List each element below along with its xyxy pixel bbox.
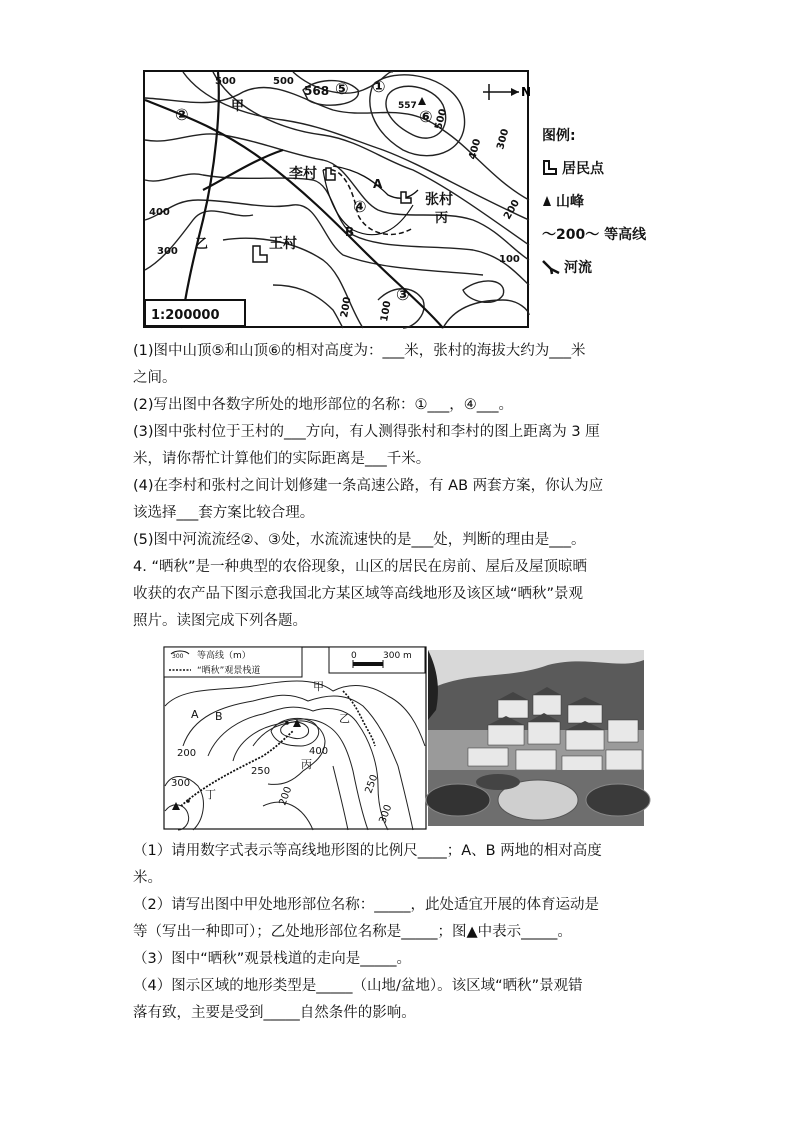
contour-label: 400: [309, 746, 329, 757]
question-line: 照片。读图完成下列各题。: [133, 613, 307, 629]
point-A-label: A: [373, 177, 383, 191]
contour-label: 557: [398, 101, 417, 111]
legend-peak-label: 山峰: [556, 193, 584, 210]
contour-label: 200: [177, 748, 197, 759]
question-line: （3）图中“晒秋”观景栈道的走向是_____。: [133, 951, 411, 967]
scale-zero: 0: [351, 651, 357, 661]
legend-settlement: [542, 151, 646, 184]
contour-label: 250: [363, 773, 381, 796]
legend-title: 图例:: [542, 127, 576, 144]
point-yi-label: 乙: [339, 712, 350, 725]
question-line: 落有致，主要是受到_____自然条件的影响。: [133, 1005, 416, 1021]
contour-label: 200: [502, 197, 523, 222]
contour-label: 400: [467, 137, 484, 161]
marker-4: ④: [353, 197, 367, 216]
point-B-label: B: [345, 225, 355, 239]
point-ding-label: 丁: [205, 788, 216, 801]
contour-label: 200: [277, 785, 295, 808]
legend-contour-label: 等高线（m）: [197, 651, 251, 661]
scale-unit: 300 m: [383, 651, 412, 661]
point-bing-label: 丙: [301, 758, 312, 771]
marker-5: ⑤: [335, 79, 349, 98]
contour-label: 500: [215, 76, 236, 87]
map1-scale: 1:200000: [151, 308, 220, 323]
question-block-4: [133, 838, 673, 1027]
scale-bar: [353, 662, 383, 666]
legend-contour-sample: 300: [172, 653, 184, 660]
point-bing-label: 丙: [435, 211, 449, 226]
map1-legend: [542, 118, 646, 283]
question-line: (4)在李村和张村之间计划修建一条高速公路，有 AB 两套方案，你认为应: [133, 478, 604, 494]
question-line: (2)写出图中各数字所处的地形部位的名称：①___，④___。: [133, 397, 514, 413]
point-yi-label: 乙: [195, 237, 209, 252]
settlement-icon: [542, 160, 558, 176]
river-icon: [542, 259, 560, 275]
legend-river: [542, 250, 646, 283]
contour-label: 200: [339, 296, 354, 319]
place-li-cun: 李村: [289, 166, 317, 182]
question-line: 收获的农产品下图示意我国北方某区域等高线地形及该区域“晒秋”景观: [133, 586, 584, 602]
contour-label: 300: [495, 127, 512, 151]
point-jia-label: 甲: [313, 680, 324, 693]
contour-label: 400: [149, 207, 170, 218]
contour-map-1: [143, 70, 532, 328]
question-line: (5)图中河流流经②、③处，水流流速快的是___处，判断的理由是___。: [133, 532, 586, 548]
question-line: （4）图示区域的地形类型是_____（山地/盆地）。该区域“晒秋”景观错: [133, 978, 583, 994]
marker-3: ③: [396, 285, 410, 304]
north-label: N: [521, 85, 532, 99]
question-line: 4. “晒秋”是一种典型的农俗现象，山区的居民在房前、屋后及屋顶晾晒: [133, 559, 587, 575]
contour-label: 300: [171, 778, 191, 789]
marker-6: ⑥: [419, 107, 433, 126]
question-line: 米。: [133, 870, 162, 886]
legend-settlement-label: 居民点: [562, 160, 604, 177]
contour-label: 500: [433, 107, 450, 131]
peak-icon: [542, 195, 552, 207]
legend-peak: [542, 184, 646, 217]
question-line: （1）请用数字式表示等高线地形图的比例尺____；A、B 两地的相对高度: [133, 843, 602, 859]
shaiqiu-photo: [428, 650, 644, 826]
question-line: (1)图中山顶⑤和山顶⑥的相对高度为：___米，张村的海拔大约为___米: [133, 343, 586, 359]
point-B-label: B: [215, 710, 223, 723]
place-wang-cun: 王村: [269, 236, 297, 252]
question-block-3: [133, 338, 673, 635]
contour-label: 300: [377, 803, 395, 826]
question-line: 之间。: [133, 370, 177, 386]
question-line: （2）请写出图中甲处地形部位名称：_____，此处适宜开展的体育运动是: [133, 897, 599, 913]
contour-label: 568: [304, 84, 330, 98]
marker-2: ②: [175, 105, 189, 124]
question-line: 该选择___套方案比较合理。: [133, 505, 315, 521]
question-line: 等（写出一种即可）；乙处地形部位名称是_____；图▲中表示_____。: [133, 924, 572, 940]
contour-label: 250: [251, 766, 271, 777]
legend-contour: [542, 217, 646, 250]
point-jia-label: 甲: [231, 99, 245, 114]
legend-river-label: 河流: [564, 259, 592, 276]
question-line: (3)图中张村位于王村的___方向，有人测得张村和李村的图上距离为 3 厘: [133, 424, 600, 440]
contour-label: 300: [157, 246, 178, 257]
legend-contour-label: ～200～ 等高线: [542, 226, 647, 243]
contour-label: 500: [273, 76, 294, 87]
question-line: 米，请你帮忙计算他们的实际距离是___千米。: [133, 451, 431, 467]
legend-trail-label: “晒秋”观景栈道: [197, 666, 261, 676]
contour-map-2: [163, 646, 427, 830]
point-A-label: A: [191, 708, 199, 721]
place-zhang-cun: 张村: [425, 192, 453, 208]
marker-1: ①: [372, 77, 386, 96]
contour-label: 100: [379, 300, 394, 323]
contour-label: 100: [499, 254, 520, 265]
